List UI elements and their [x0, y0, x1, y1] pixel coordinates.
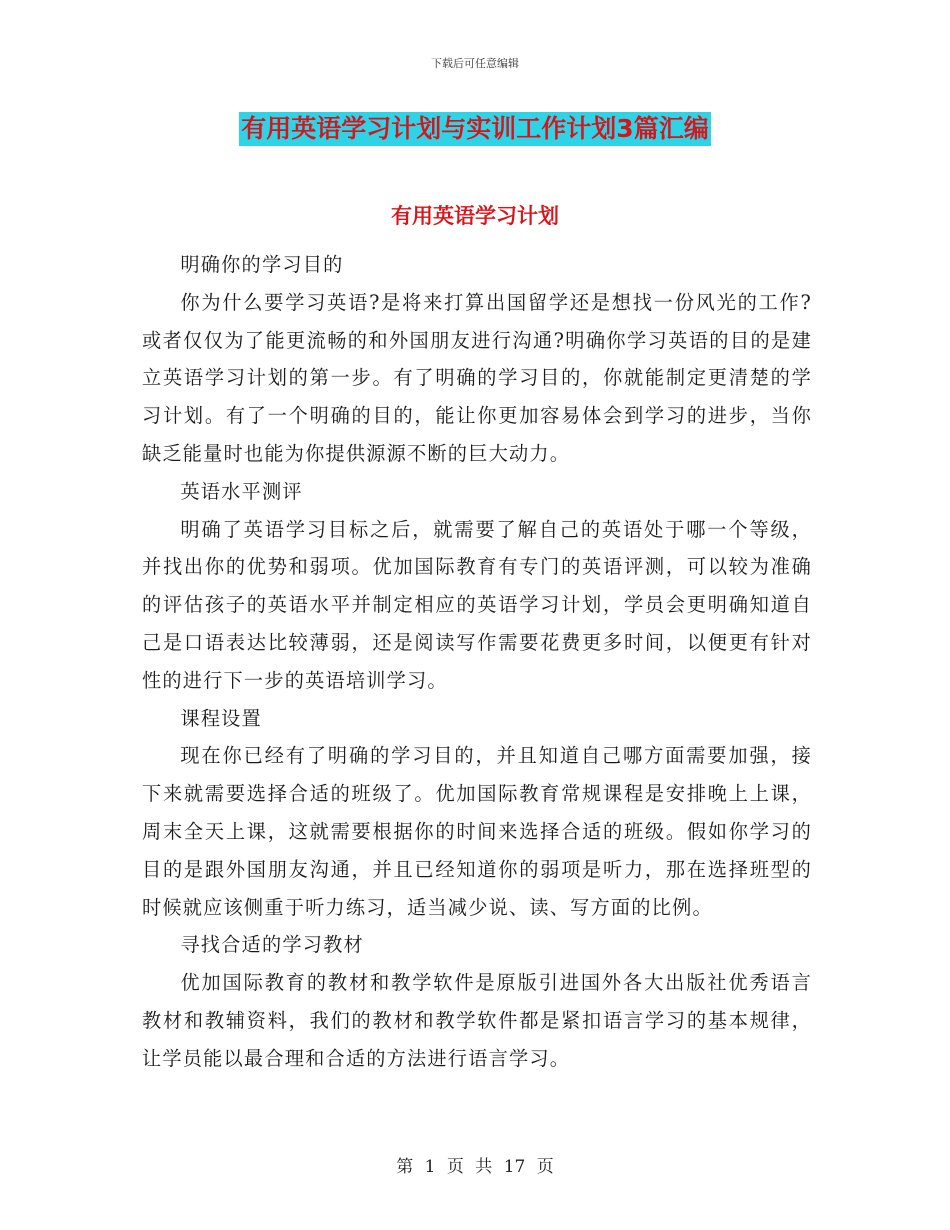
- subheading-materials: 寻找合适的学习教材: [180, 933, 364, 957]
- section-title: 有用英语学习计划: [391, 204, 559, 228]
- subheading-purpose: 明确你的学习目的: [180, 253, 344, 276]
- document-title-container: [0, 112, 950, 146]
- header-note: 下载后可任意编辑: [431, 57, 519, 70]
- document-body: [142, 246, 812, 1078]
- subheading-assessment: 英语水平测评: [180, 479, 303, 503]
- paragraph-courses: 现在你已经有了明确的学习目的，并且知道自己哪方面需要加强，接下来就需要选择合适的班级了。优加国际教育常规课程是安排晚上上课，周末全天上课，这就需要根据你的时间来选择合适的班级。假如你学习的目的是跟外国朋友沟通，并且已经知道你的弱项是听力，那在选择班型的时候就应该侧重于听力练习，适当减少说、读、写方面的比例。: [142, 744, 812, 919]
- paragraph-materials: 优加国际教育的教材和教学软件是原版引进国外各大出版社优秀语言教材和教辅资料，我们的教材和教学软件都是紧扣语言学习的基本规律，让学员能以最合理和合适的方法进行语言学习。: [142, 971, 812, 1070]
- paragraph-assessment: 明确了英语学习目标之后，就需要了解自己的英语处于哪一个等级，并找出你的优势和弱项。优加国际教育有专门的英语评测，可以较为准确的评估孩子的英语水平并制定相应的英语学习计划，学员会更明确知道自己是口语表达比较薄弱，还是阅读写作需要花费更多时间，以便更有针对性的进行下一步的英语培训学习。: [142, 517, 812, 692]
- paragraph-purpose: 你为什么要学习英语?是将来打算出国留学还是想找一份风光的工作?或者仅仅为了能更流畅的和外国朋友进行沟通?明确你学习英语的目的是建立英语学习计划的第一步。有了明确的学习目的，你就能制定更清楚的学习计划。有了一个明确的目的，能让你更加容易体会到学习的进步，当你缺乏能量时也能为你提供源源不断的巨大动力。: [142, 290, 812, 465]
- subheading-courses: 课程设置: [180, 706, 262, 730]
- page-footer: 第 1 页 共 17 页: [396, 1157, 554, 1177]
- document-title: 有用英语学习计划与实训工作计划3篇汇编: [239, 112, 710, 146]
